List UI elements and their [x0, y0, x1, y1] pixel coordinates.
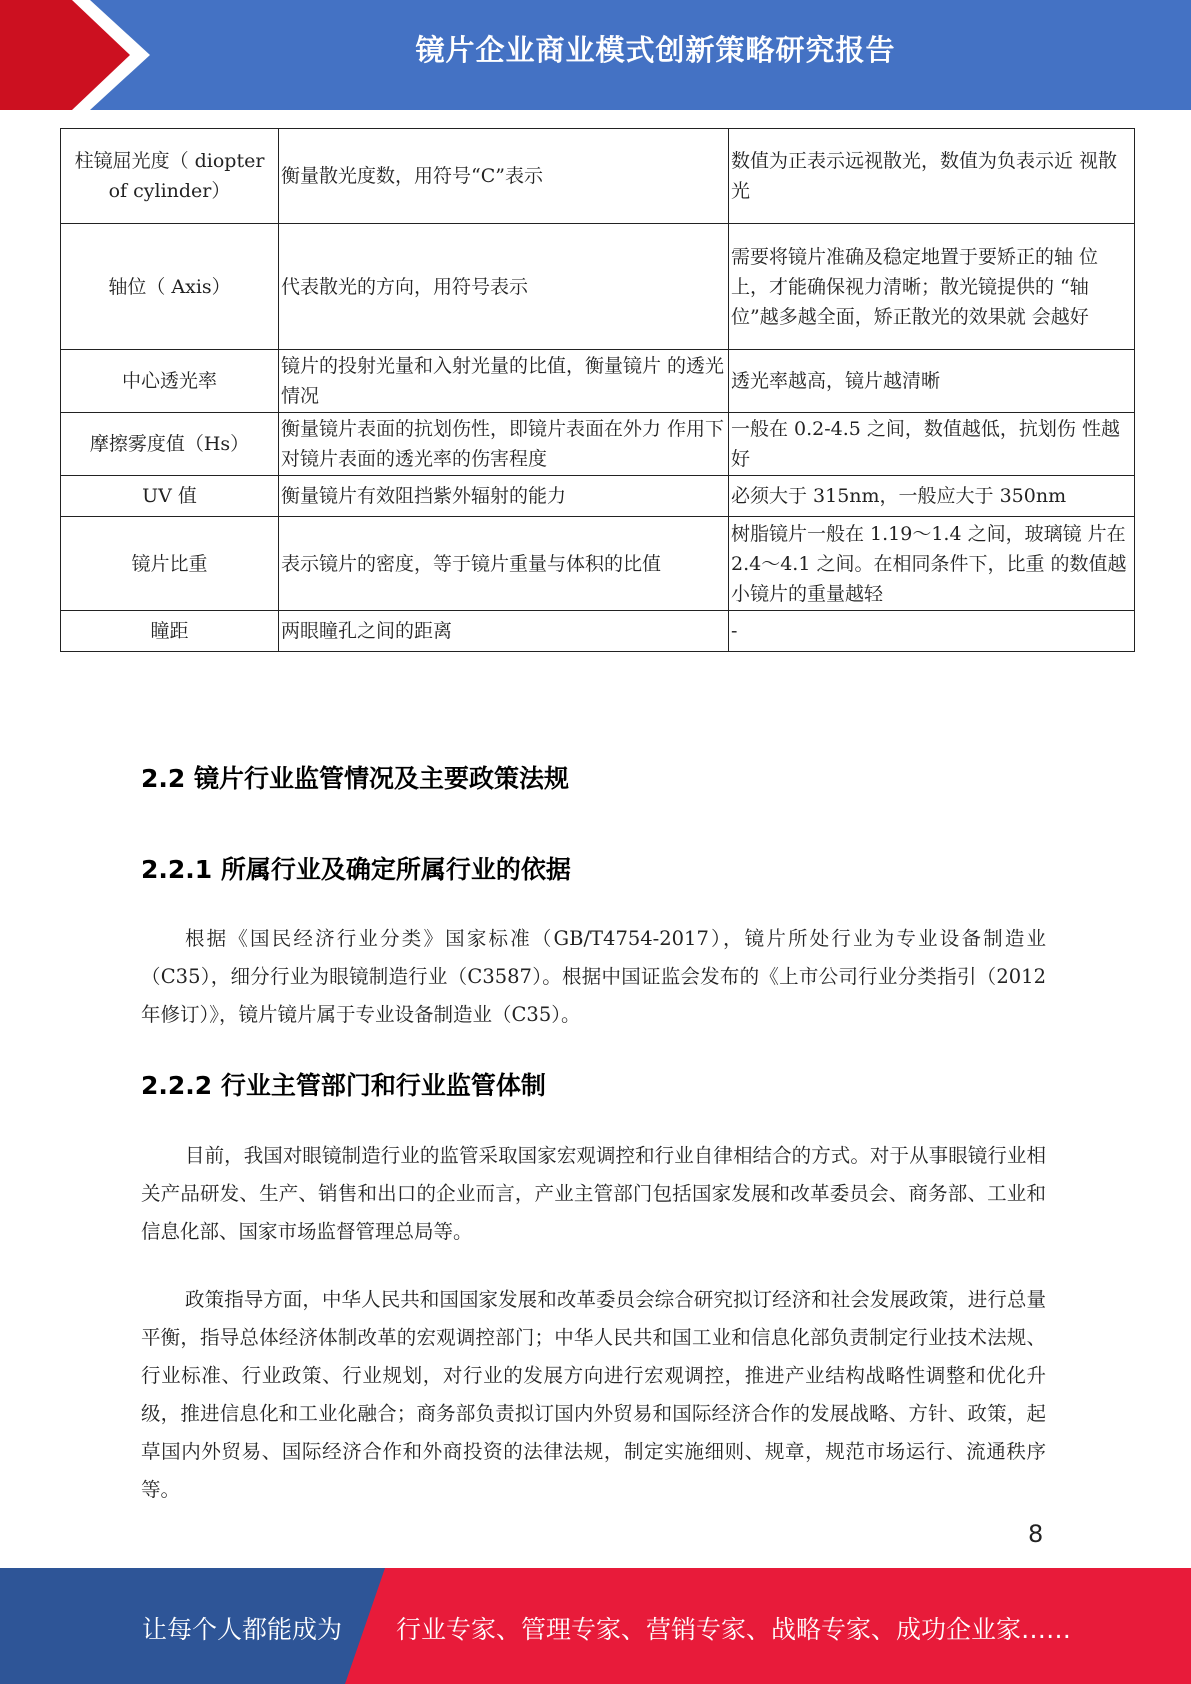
table-row [61, 611, 1135, 652]
table-cell-definition: 衡量镜片有效阻挡紫外辐射的能力 [279, 476, 729, 517]
parameter-table [60, 128, 1131, 652]
report-title: 镜片企业商业模式创新策略研究报告 [415, 33, 896, 67]
page-footer [0, 1568, 1191, 1684]
table-cell-note: 透光率越高，镜片越清晰 [729, 350, 1135, 413]
table-cell-term: 中心透光率 [61, 350, 279, 413]
table-cell-definition: 表示镜片的密度，等于镜片重量与体积的比值 [279, 517, 729, 611]
table-cell-term: 摩擦雾度值（Hs） [61, 413, 279, 476]
table-cell-note: 树脂镜片一般在 1.19～1.4 之间，玻璃镜 片在 2.4～4.1 之间。在相同条件下，比重 的数值越小镜片的重量越轻 [729, 517, 1135, 611]
table-cell-definition: 衡量镜片表面的抗划伤性，即镜片表面在外力 作用下对镜片表面的透光率的伤害程度 [279, 413, 729, 476]
table-cell-definition: 衡量散光度数，用符号“C”表示 [279, 129, 729, 224]
page-number: 8 [1028, 1520, 1044, 1548]
section-heading-2-2-2: 2.2.2 行业主管部门和行业监管体制 [141, 1071, 546, 1100]
page-header [0, 0, 1191, 110]
paragraph-regulatory-bodies: 目前，我国对眼镜制造行业的监管采取国家宏观调控和行业自律相结合的方式。对于从事眼镜行业相关产品研发、生产、销售和出口的企业而言，产业主管部门包括国家发展和改革委员会、商务部、工业和信息化部、国家市场监督管理总局等。 [141, 1144, 1046, 1243]
table-cell-definition: 两眼瞳孔之间的距离 [279, 611, 729, 652]
table-cell-note: 需要将镜片准确及稳定地置于要矫正的轴 位上，才能确保视力清晰；散光镜提供的 “轴位”越多越全面，矫正散光的效果就 会越好 [729, 224, 1135, 350]
table-cell-note: - [729, 611, 1135, 652]
footer-slogan-left: 让每个人都能成为 [142, 1615, 343, 1644]
table-cell-term: 镜片比重 [61, 517, 279, 611]
table-row [61, 413, 1135, 476]
section-heading-2-2-1: 2.2.1 所属行业及确定所属行业的依据 [141, 855, 571, 884]
table-row [61, 224, 1135, 350]
table-row [61, 517, 1135, 611]
table-cell-term: 瞳距 [61, 611, 279, 652]
table-cell-term: UV 值 [61, 476, 279, 517]
table-cell-note: 必须大于 315nm，一般应大于 350nm [729, 476, 1135, 517]
table-cell-note: 一般在 0.2-4.5 之间，数值越低，抗划伤 性越好 [729, 413, 1135, 476]
table-cell-note: 数值为正表示远视散光，数值为负表示近 视散光 [729, 129, 1135, 224]
paragraph-industry-basis: 根据《国民经济行业分类》国家标准（GB/T4754-2017），镜片所处行业为专业设备制造业（C35），细分行业为眼镜制造行业（C3587）。根据中国证监会发布的《上市公司行业分类指引（2012 年修订）》，镜片镜片属于专业设备制造业（C35）。 [141, 927, 1046, 1026]
section-heading-2-2: 2.2 镜片行业监管情况及主要政策法规 [141, 764, 569, 793]
table-cell-definition: 代表散光的方向，用符号表示 [279, 224, 729, 350]
footer-slogan-right: 行业专家、管理专家、营销专家、战略专家、成功企业家…… [396, 1615, 1072, 1644]
paragraph-policy-guidance: 政策指导方面，中华人民共和国国家发展和改革委员会综合研究拟订经济和社会发展政策，进行总量平衡，指导总体经济体制改革的宏观调控部门；中华人民共和国工业和信息化部负责制定行业技术法规、行业标准、行业政策、行业规划，对行业的发展方向进行宏观调控，推进产业结构战略性调整和优化升级，推进信息化和工业化融合；商务部负责拟订国内外贸易和国际经济合作的发展战略、方针、政策，起草国内外贸易、国际经济合作和外商投资的法律法规，制定实施细则、规章，规范市场运行、流通秩序等。 [141, 1288, 1046, 1501]
table-row [61, 129, 1135, 224]
table-row [61, 350, 1135, 413]
table-cell-term: 柱镜屈光度（ diopter of cylinder） [61, 129, 279, 224]
table-cell-term: 轴位（ Axis） [61, 224, 279, 350]
table-row [61, 476, 1135, 517]
table-cell-definition: 镜片的投射光量和入射光量的比值，衡量镜片 的透光情况 [279, 350, 729, 413]
